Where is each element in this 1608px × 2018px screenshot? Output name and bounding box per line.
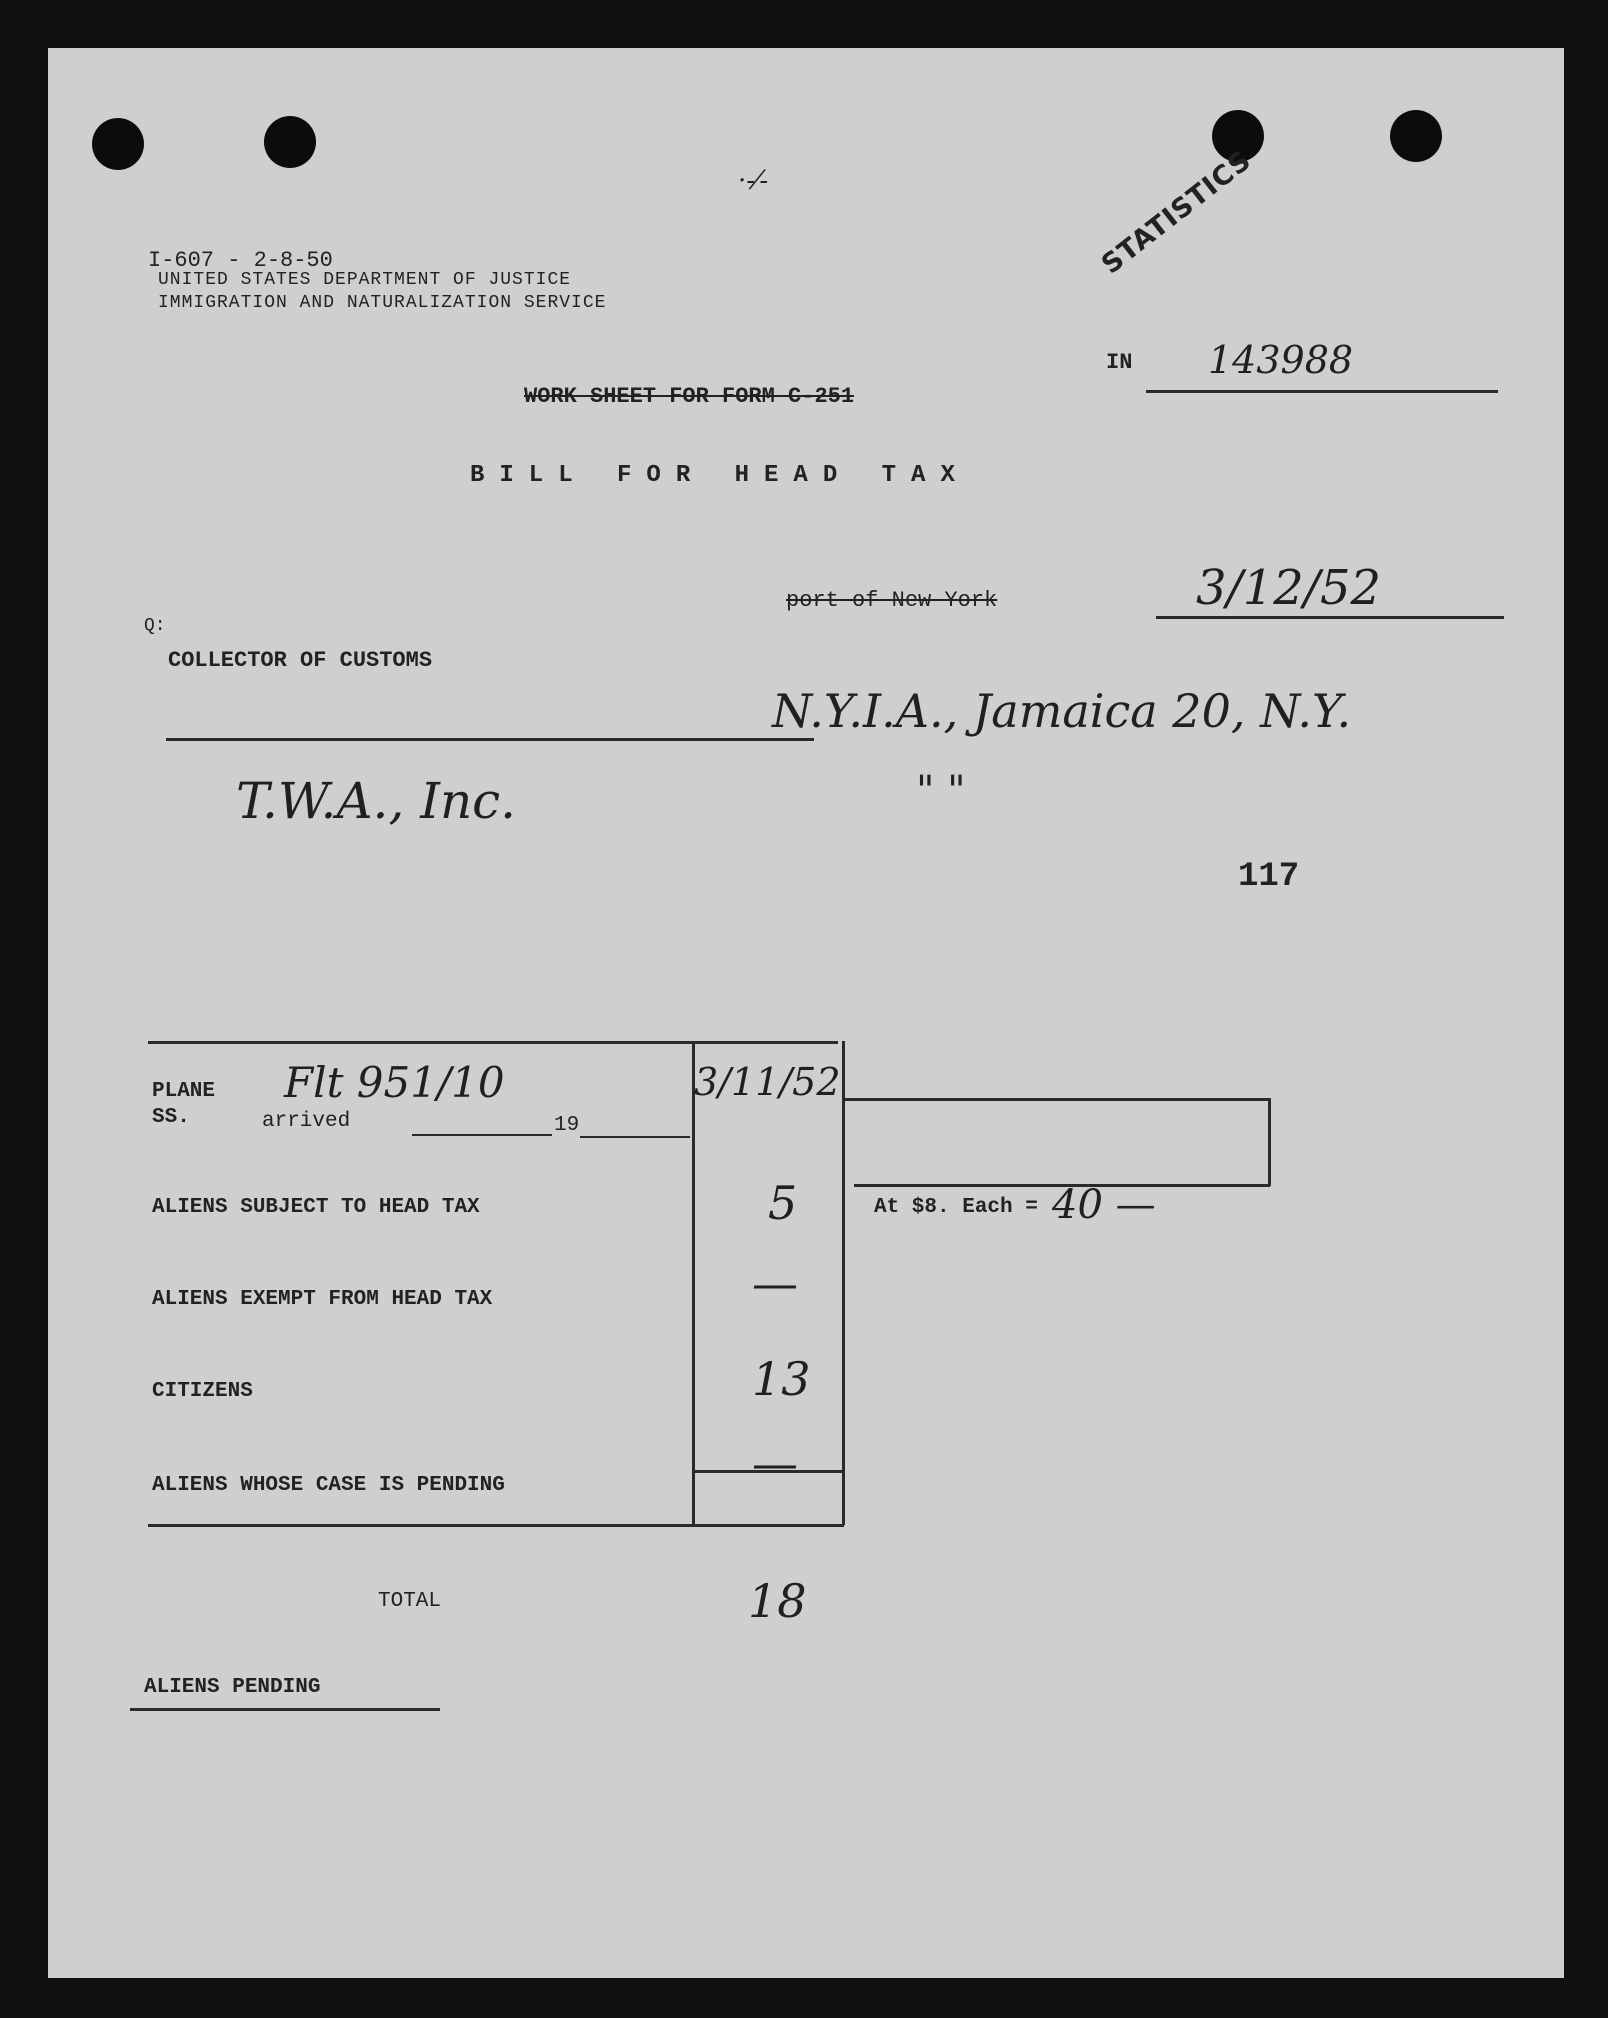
port-name: port of New York bbox=[786, 588, 998, 613]
to-label: Q: bbox=[144, 616, 166, 636]
flight-number: Flt 951/10 bbox=[284, 1058, 505, 1107]
company-name: T.W.A., Inc. bbox=[236, 772, 517, 830]
rate-text: At $8. Each = bbox=[874, 1196, 1038, 1219]
ditto-marks: " " bbox=[916, 768, 966, 814]
collector-address: N.Y.I.A., Jamaica 20, N.Y. bbox=[772, 684, 1352, 738]
value-column-right-border bbox=[842, 1041, 845, 1525]
total-value: 18 bbox=[748, 1574, 807, 1628]
in-label: IN bbox=[1106, 350, 1133, 375]
row-value-subject: 5 bbox=[768, 1176, 798, 1230]
top-mark: ·-⁄- bbox=[738, 166, 769, 196]
in-number-underline bbox=[1146, 390, 1498, 393]
in-number: 143988 bbox=[1208, 338, 1354, 382]
arrived-label: arrived bbox=[262, 1110, 351, 1133]
collector-label: COLLECTOR OF CUSTOMS bbox=[168, 648, 433, 673]
worksheet-title: WORK SHEET FOR FORM C-251 bbox=[524, 384, 855, 409]
rate-box-top bbox=[844, 1098, 1268, 1101]
value-column-left-border bbox=[692, 1041, 695, 1525]
date-underline bbox=[1156, 616, 1504, 619]
arrival-date: 3/11/52 bbox=[694, 1060, 841, 1104]
aliens-pending-underline bbox=[130, 1708, 440, 1711]
ss-label: SS. bbox=[152, 1106, 190, 1129]
bill-title: BILL FOR HEAD TAX bbox=[470, 462, 970, 489]
row-value-pending: — bbox=[752, 1436, 798, 1490]
total-label: TOTAL bbox=[378, 1590, 442, 1613]
row-label-pending: ALIENS WHOSE CASE IS PENDING bbox=[152, 1474, 505, 1497]
service-name: IMMIGRATION AND NATURALIZATION SERVICE bbox=[158, 293, 607, 313]
table-top-border bbox=[148, 1041, 838, 1044]
bill-date: 3/12/52 bbox=[1196, 560, 1382, 616]
plane-label: PLANE bbox=[152, 1080, 216, 1103]
tax-amount: 40 — bbox=[1052, 1182, 1156, 1228]
row-label-citizens: CITIZENS bbox=[152, 1380, 253, 1403]
department-name: UNITED STATES DEPARTMENT OF JUSTICE bbox=[158, 270, 572, 290]
punch-hole bbox=[92, 118, 144, 170]
arrived-underline bbox=[412, 1134, 552, 1136]
row-label-exempt: ALIENS EXEMPT FROM HEAD TAX bbox=[152, 1288, 493, 1311]
statistics-stamp: STATISTICS bbox=[1096, 144, 1258, 281]
row-value-citizens: 13 bbox=[752, 1352, 811, 1406]
page-number: 117 bbox=[1238, 858, 1300, 896]
form-code: I-607 - 2-8-50 bbox=[148, 248, 333, 273]
row-label-subject: ALIENS SUBJECT TO HEAD TAX bbox=[152, 1196, 480, 1219]
address-line bbox=[166, 738, 814, 741]
table-bottom-border bbox=[148, 1524, 844, 1527]
aliens-pending-label: ALIENS PENDING bbox=[144, 1676, 321, 1699]
year-prefix: 19 bbox=[554, 1114, 580, 1137]
row-value-exempt: — bbox=[752, 1256, 798, 1310]
year-underline bbox=[580, 1136, 690, 1138]
punch-hole bbox=[264, 116, 316, 168]
document-page bbox=[48, 48, 1564, 1978]
punch-hole bbox=[1390, 110, 1442, 162]
rate-box-right bbox=[1268, 1098, 1271, 1186]
